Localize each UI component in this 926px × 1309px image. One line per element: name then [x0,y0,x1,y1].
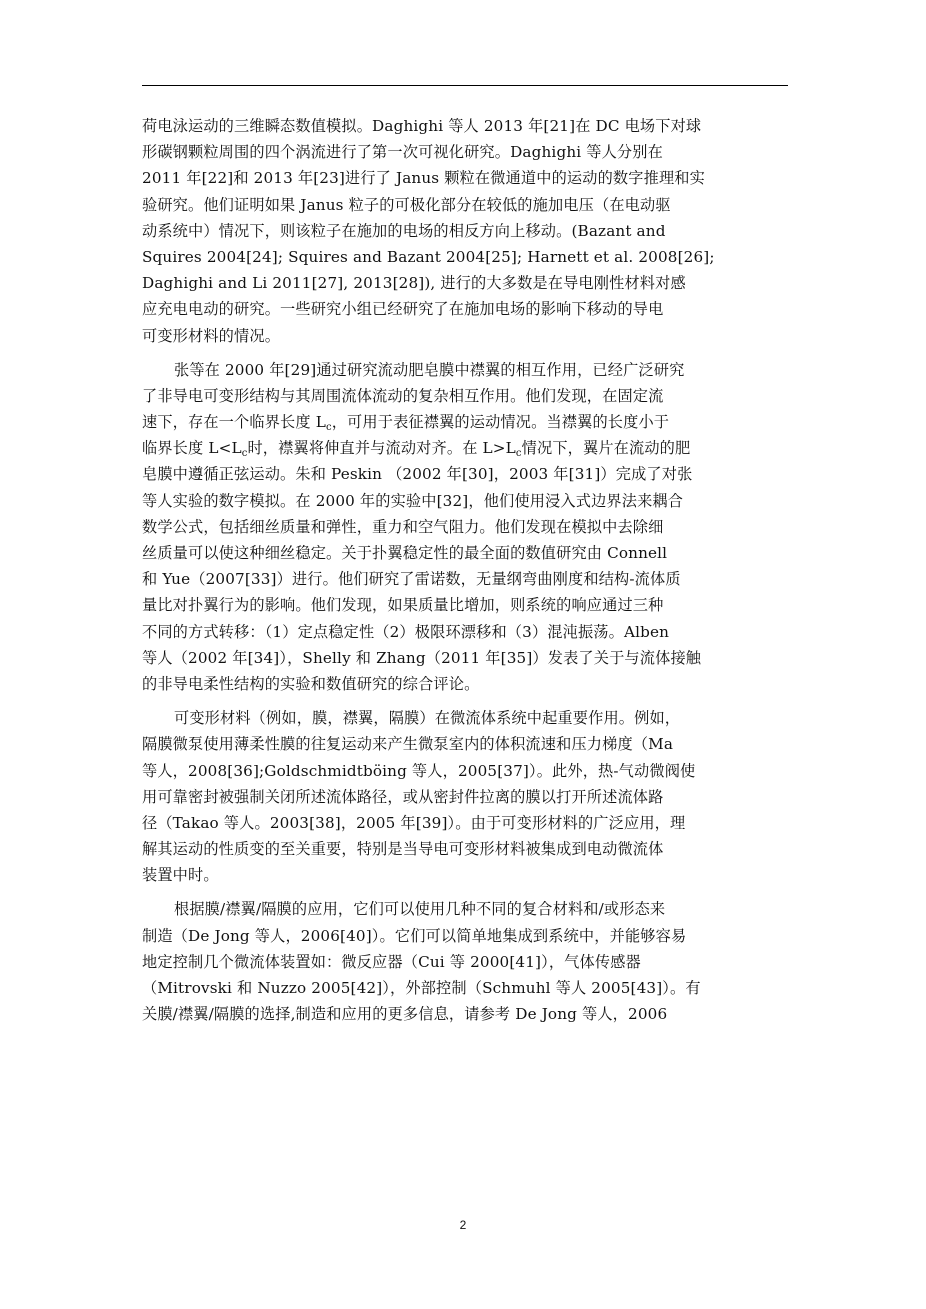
text-line: 等人，2008[36];Goldschmidtböing 等人，2005[37]）。此外，热-气动微阀使 [142,761,696,780]
paragraph-3 [142,705,788,888]
text-line: 临界长度 $L<L_c$时，襟翼将伸直并与流动对齐。在 $L>L_c$情况下，翼片在流动的肥 [142,439,691,460]
text-line: 和 Yue（2007[33]）进行。他们研究了雷诺数，无量纲弯曲刚度和结构-流体质 [142,570,681,589]
text-line: 了非导电可变形结构与其周围流体流动的复杂相互作用。他们发现，在固定流 [142,386,664,405]
text-line: 根据膜/襟翼/隔膜的应用，它们可以使用几种不同的复合材料和/或形态来 [174,900,666,919]
text-line: 形碳钢颗粒周围的四个涡流进行了第一次可视化研究。Daghighi 等人分别在 [142,143,663,162]
text-line: 皂膜中遵循正弦运动。朱和 Peskin （2002 年[30]，2003 年[31]）完成了对张 [142,465,693,484]
text-line: 2011 年[22]和 2013 年[23]进行了 Janus 颗粒在微通道中的运动的数字推理和实 [142,169,705,188]
text-line: 数学公式，包括细丝质量和弹性，重力和空气阻力。他们发现在模拟中去除细 [142,517,664,536]
page-number: 2 [459,1218,467,1232]
text-line: 解其运动的性质变的至关重要，特别是当导电可变形材料被集成到电动微流体 [142,840,664,859]
text-line: 动系统中）情况下，则该粒子在施加的电场的相反方向上移动。(Bazant and [142,221,666,240]
text-line: （Mitrovski 和 Nuzzo 2005[42]），外部控制（Schmuhl 等人 2005[43]）。有 [142,979,701,997]
text-line: 速下，存在一个临界长度 $L_c$，可用于表征襟翼的运动情况。当襟翼的长度小于 [142,413,670,434]
text-line: 应充电电动的研究。一些研究小组已经研究了在施加电场的影响下移动的导电 [142,300,664,319]
text-line: Squires 2004[24]; Squires and Bazant 2004[25]; Harnett et al. 2008[26]; [142,247,715,266]
text-line: 地定控制几个微流体装置如：微反应器（Cui 等 2000[41]），气体传感器 [142,952,641,971]
body-text [142,113,788,1035]
text-line: 验研究。他们证明如果 Janus 粒子的可极化部分在较低的施加电压（在电动驱 [142,195,671,214]
text-line: 丝质量可以使这种细丝稳定。关于扑翼稳定性的最全面的数值研究由 Connell [142,544,668,562]
text-line: 可变形材料的情况。 [142,326,281,345]
text-line: 径（Takao 等人。2003[38]，2005 年[39]）。由于可变形材料的广泛应用，理 [142,813,686,832]
text-line: 关膜/襟翼/隔膜的选择,制造和应用的更多信息，请参考 De Jong 等人，2006 [142,1005,668,1024]
paragraph-4 [142,896,788,1027]
text-line: 制造（De Jong 等人，2006[40]）。它们可以简单地集成到系统中，并能够容易 [142,926,687,945]
text-line: 等人（2002 年[34]），Shelly 和 Zhang（2011 年[35]）发表了关于与流体接触 [142,648,702,667]
text-line: 不同的方式转移：（1）定点稳定性（2）极限环漂移和（3）混沌振荡。Alben [142,622,670,641]
text-line: 可变形材料（例如，膜，襟翼，隔膜）在微流体系统中起重要作用。例如， [174,709,681,728]
text-line: 荷电泳运动的三维瞬态数值模拟。Daghighi 等人 2013 年[21]在 DC 电场下对球 [142,117,702,135]
text-line: 等人实验的数字模拟。在 2000 年的实验中[32]，他们使用浸入式边界法来耦合 [142,491,684,510]
paragraph-1 [142,113,788,349]
text-line: 量比对扑翼行为的影响。他们发现，如果质量比增加，则系统的响应通过三种 [142,596,664,615]
text-line: Daghighi and Li 2011[27], 2013[28]), 进行的大多数是在导电刚性材料对感 [142,274,686,293]
text-line: 装置中时。 [142,866,219,885]
paragraph-2 [142,357,788,697]
text-line: 的非导电柔性结构的实验和数值研究的综合评论。 [142,674,480,693]
text-line: 隔膜微泵使用薄柔性膜的往复运动来产生微泵室内的体积流速和压力梯度（Ma [142,735,674,754]
text-line: 用可靠密封被强制关闭所述流体路径，或从密封件拉离的膜以打开所述流体路 [142,787,664,806]
header-rule [142,85,788,86]
text-line: 张等在 2000 年[29]通过研究流动肥皂膜中襟翼的相互作用，已经广泛研究 [174,360,685,379]
